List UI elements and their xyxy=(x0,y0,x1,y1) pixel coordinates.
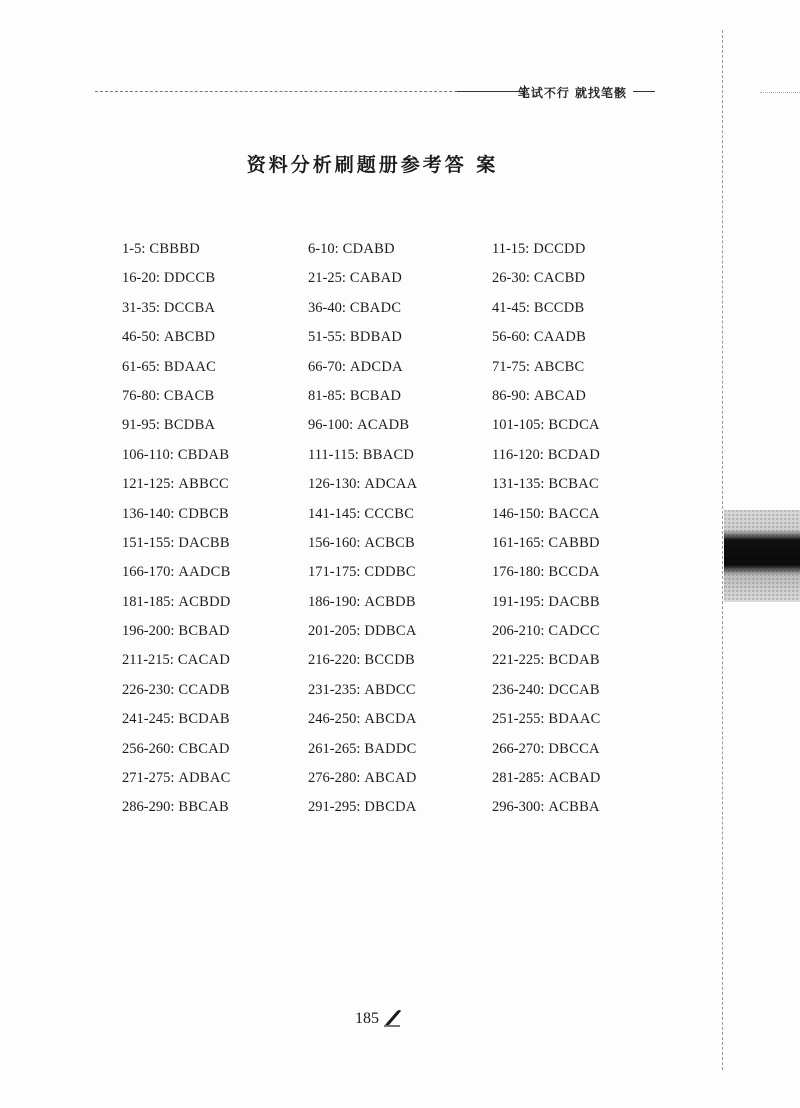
answer-choices: DBCCA xyxy=(548,740,600,757)
answer-item xyxy=(122,649,308,678)
question-range: 111-115: xyxy=(308,446,359,463)
answer-choices: ABCAD xyxy=(533,387,587,404)
answer-item xyxy=(308,708,492,737)
question-range: 71-75: xyxy=(492,358,530,375)
question-range: 81-85: xyxy=(308,387,346,404)
binding-edge-line xyxy=(722,30,723,1070)
answer-item xyxy=(492,356,642,385)
question-range: 141-145: xyxy=(308,505,361,522)
question-range: 106-110: xyxy=(122,446,174,463)
answer-item xyxy=(492,297,642,326)
answer-item xyxy=(308,738,492,767)
answer-key-grid xyxy=(122,238,642,826)
answer-choices: BCBAD xyxy=(178,623,230,640)
answer-choices: ABCBC xyxy=(533,358,585,375)
question-range: 196-200: xyxy=(122,623,175,640)
answer-choices: ACBDB xyxy=(364,593,416,610)
answer-choices: ACBAD xyxy=(548,770,601,787)
question-range: 11-15: xyxy=(492,241,530,257)
answer-item xyxy=(308,649,492,678)
answer-choices: DCCBA xyxy=(163,299,216,316)
answer-item xyxy=(308,414,492,443)
question-range: 131-135: xyxy=(492,476,545,493)
answer-item xyxy=(122,385,308,414)
question-range: 216-220: xyxy=(308,652,361,669)
answer-choices: BCCDB xyxy=(364,652,416,669)
answer-item xyxy=(492,385,642,414)
answer-choices: ADCAA xyxy=(364,476,418,493)
answer-item xyxy=(492,561,642,590)
answer-item xyxy=(492,267,642,296)
answer-choices: ABCAD xyxy=(364,770,417,787)
answer-item xyxy=(122,473,308,502)
answer-item xyxy=(308,620,492,649)
question-range: 171-175: xyxy=(308,564,361,581)
answer-choices: BCBAD xyxy=(349,387,402,404)
answer-choices: CBCAD xyxy=(178,740,230,757)
answer-item xyxy=(492,473,642,502)
answer-choices: CADCC xyxy=(548,623,600,640)
answer-choices: CBACB xyxy=(163,387,215,404)
answer-item xyxy=(492,238,642,267)
answer-item xyxy=(122,414,308,443)
answer-item xyxy=(122,297,308,326)
answer-item xyxy=(492,503,642,532)
answer-item xyxy=(308,444,492,473)
answer-item xyxy=(308,679,492,708)
question-range: 46-50: xyxy=(122,329,160,346)
answer-choices: BCDCA xyxy=(548,417,600,434)
answer-choices: AADCB xyxy=(178,564,231,581)
question-range: 26-30: xyxy=(492,270,530,287)
answer-item xyxy=(122,444,308,473)
answer-item xyxy=(308,326,492,355)
answer-choices: DACBB xyxy=(548,593,600,610)
answer-choices: BCCDB xyxy=(533,299,585,316)
question-range: 186-190: xyxy=(308,593,361,610)
answer-choices: ADCDA xyxy=(349,358,403,375)
question-range: 211-215: xyxy=(122,652,174,669)
answer-item xyxy=(122,738,308,767)
answer-item xyxy=(308,238,492,267)
answer-item xyxy=(492,444,642,473)
answer-choices: CBADC xyxy=(349,299,402,316)
answer-item xyxy=(122,532,308,561)
question-range: 16-20: xyxy=(122,270,160,287)
answer-item xyxy=(492,414,642,443)
answer-item xyxy=(122,561,308,590)
question-range: 66-70: xyxy=(308,358,346,375)
answer-choices: CABBD xyxy=(548,534,600,551)
answer-choices: CAADB xyxy=(533,329,587,346)
answer-item xyxy=(308,561,492,590)
answer-choices: DCCAB xyxy=(548,681,600,698)
header-solid-rule xyxy=(457,91,523,92)
answer-choices: BCDBA xyxy=(163,417,216,434)
answer-choices: ACADB xyxy=(357,417,410,434)
question-range: 261-265: xyxy=(308,740,361,757)
question-range: 221-225: xyxy=(492,652,545,669)
question-range: 91-95: xyxy=(122,417,160,434)
answer-item xyxy=(122,356,308,385)
question-range: 226-230: xyxy=(122,681,175,698)
question-range: 236-240: xyxy=(492,681,545,698)
question-range: 286-290: xyxy=(122,799,175,816)
answer-choices: BACCA xyxy=(548,505,600,522)
question-range: 21-25: xyxy=(308,270,346,287)
header-slogan: 笔试不行 就找笔骸 xyxy=(517,86,627,100)
answer-choices: CDBCB xyxy=(178,505,230,522)
question-range: 86-90: xyxy=(492,387,530,404)
question-range: 1-5: xyxy=(122,241,146,257)
answer-choices: CBBBD xyxy=(149,241,201,257)
answer-choices: DDCCB xyxy=(163,270,216,287)
question-range: 191-195: xyxy=(492,593,545,610)
answer-item xyxy=(122,796,308,825)
question-range: 6-10: xyxy=(308,241,339,257)
answer-item xyxy=(492,620,642,649)
answer-choices: BBCAB xyxy=(178,799,230,816)
question-range: 296-300: xyxy=(492,799,545,816)
question-range: 146-150: xyxy=(492,505,545,522)
question-range: 201-205: xyxy=(308,623,361,640)
answer-choices: ABBCC xyxy=(178,476,230,493)
answer-choices: CDABD xyxy=(342,241,395,257)
question-range: 36-40: xyxy=(308,299,346,316)
question-range: 241-245: xyxy=(122,711,175,728)
answer-choices: BCDAD xyxy=(547,446,601,463)
answer-choices: BDAAC xyxy=(548,711,601,728)
question-range: 266-270: xyxy=(492,740,545,757)
question-range: 291-295: xyxy=(308,799,361,816)
page-number: 185 xyxy=(355,1010,379,1027)
answer-item xyxy=(492,738,642,767)
answer-item xyxy=(492,679,642,708)
answer-item xyxy=(492,767,642,796)
question-range: 121-125: xyxy=(122,476,175,493)
question-range: 166-170: xyxy=(122,564,175,581)
answer-choices: CACAD xyxy=(177,652,231,669)
question-range: 246-250: xyxy=(308,711,361,728)
answer-choices: BDAAC xyxy=(163,358,217,375)
answer-item xyxy=(308,356,492,385)
header-end-rule xyxy=(633,91,655,92)
page-title: 资料分析刷题册参考答 案 xyxy=(246,154,499,176)
answer-item xyxy=(492,649,642,678)
answer-item xyxy=(122,679,308,708)
question-range: 271-275: xyxy=(122,770,175,787)
question-range: 256-260: xyxy=(122,740,175,757)
answer-choices: DDBCA xyxy=(364,623,417,640)
question-range: 56-60: xyxy=(492,329,530,346)
answer-choices: CDDBC xyxy=(364,564,416,581)
question-range: 181-185: xyxy=(122,593,175,610)
answer-item xyxy=(122,767,308,796)
answer-choices: BDBAD xyxy=(349,329,403,346)
answer-item xyxy=(122,708,308,737)
question-range: 176-180: xyxy=(492,564,545,581)
answer-item xyxy=(308,532,492,561)
answer-choices: CCADB xyxy=(178,681,230,698)
answer-item xyxy=(122,620,308,649)
question-range: 276-280: xyxy=(308,770,361,787)
answer-item xyxy=(492,591,642,620)
question-range: 51-55: xyxy=(308,329,346,346)
question-range: 31-35: xyxy=(122,299,160,316)
question-range: 126-130: xyxy=(308,476,361,493)
answer-choices: ACBCB xyxy=(364,534,416,551)
question-range: 251-255: xyxy=(492,711,545,728)
answer-item xyxy=(122,267,308,296)
answer-choices: BADDC xyxy=(364,740,417,757)
answer-choices: CACBD xyxy=(533,270,586,287)
question-range: 206-210: xyxy=(492,623,545,640)
answer-choices: CCCBC xyxy=(364,505,415,522)
answer-choices: ACBDD xyxy=(178,593,231,610)
answer-item xyxy=(492,708,642,737)
question-range: 76-80: xyxy=(122,387,160,404)
answer-item xyxy=(492,326,642,355)
answer-item xyxy=(308,473,492,502)
answer-item xyxy=(308,503,492,532)
answer-choices: ABCBD xyxy=(163,329,216,346)
question-range: 231-235: xyxy=(308,681,361,698)
answer-item xyxy=(122,591,308,620)
answer-choices: ACBBA xyxy=(548,799,600,816)
answer-item xyxy=(122,238,308,267)
answer-item xyxy=(308,591,492,620)
header-dashed-rule xyxy=(95,91,507,92)
answer-choices: CBDAB xyxy=(177,446,230,463)
answer-item xyxy=(308,267,492,296)
question-range: 41-45: xyxy=(492,299,530,316)
margin-dots xyxy=(760,92,800,95)
answer-choices: DACBB xyxy=(178,534,230,551)
answer-choices: ABCDA xyxy=(364,711,417,728)
answer-choices: DCCDD xyxy=(533,241,586,257)
answer-item xyxy=(492,532,642,561)
running-header xyxy=(95,84,655,100)
answer-choices: ABDCC xyxy=(364,681,416,698)
question-range: 101-105: xyxy=(492,417,545,434)
answer-choices: DBCDA xyxy=(364,799,417,816)
answer-item xyxy=(492,796,642,825)
answer-item xyxy=(308,767,492,796)
answer-choices: ADBAC xyxy=(178,770,231,787)
answer-item xyxy=(308,385,492,414)
question-range: 116-120: xyxy=(492,446,544,463)
pen-icon xyxy=(383,1008,403,1028)
answer-choices: BCBAC xyxy=(548,476,600,493)
answer-item xyxy=(122,326,308,355)
question-range: 96-100: xyxy=(308,417,354,434)
answer-choices: BCDAB xyxy=(178,711,230,728)
answer-choices: BCDAB xyxy=(548,652,600,669)
question-range: 61-65: xyxy=(122,358,160,375)
answer-item xyxy=(308,297,492,326)
answer-choices: BBACD xyxy=(362,446,415,463)
question-range: 161-165: xyxy=(492,534,545,551)
question-range: 156-160: xyxy=(308,534,361,551)
answer-item xyxy=(308,796,492,825)
scan-edge-shadow xyxy=(724,510,800,602)
question-range: 151-155: xyxy=(122,534,175,551)
question-range: 136-140: xyxy=(122,505,175,522)
answer-choices: CABAD xyxy=(349,270,403,287)
answer-item xyxy=(122,503,308,532)
question-range: 281-285: xyxy=(492,770,545,787)
answer-choices: BCCDA xyxy=(548,564,600,581)
